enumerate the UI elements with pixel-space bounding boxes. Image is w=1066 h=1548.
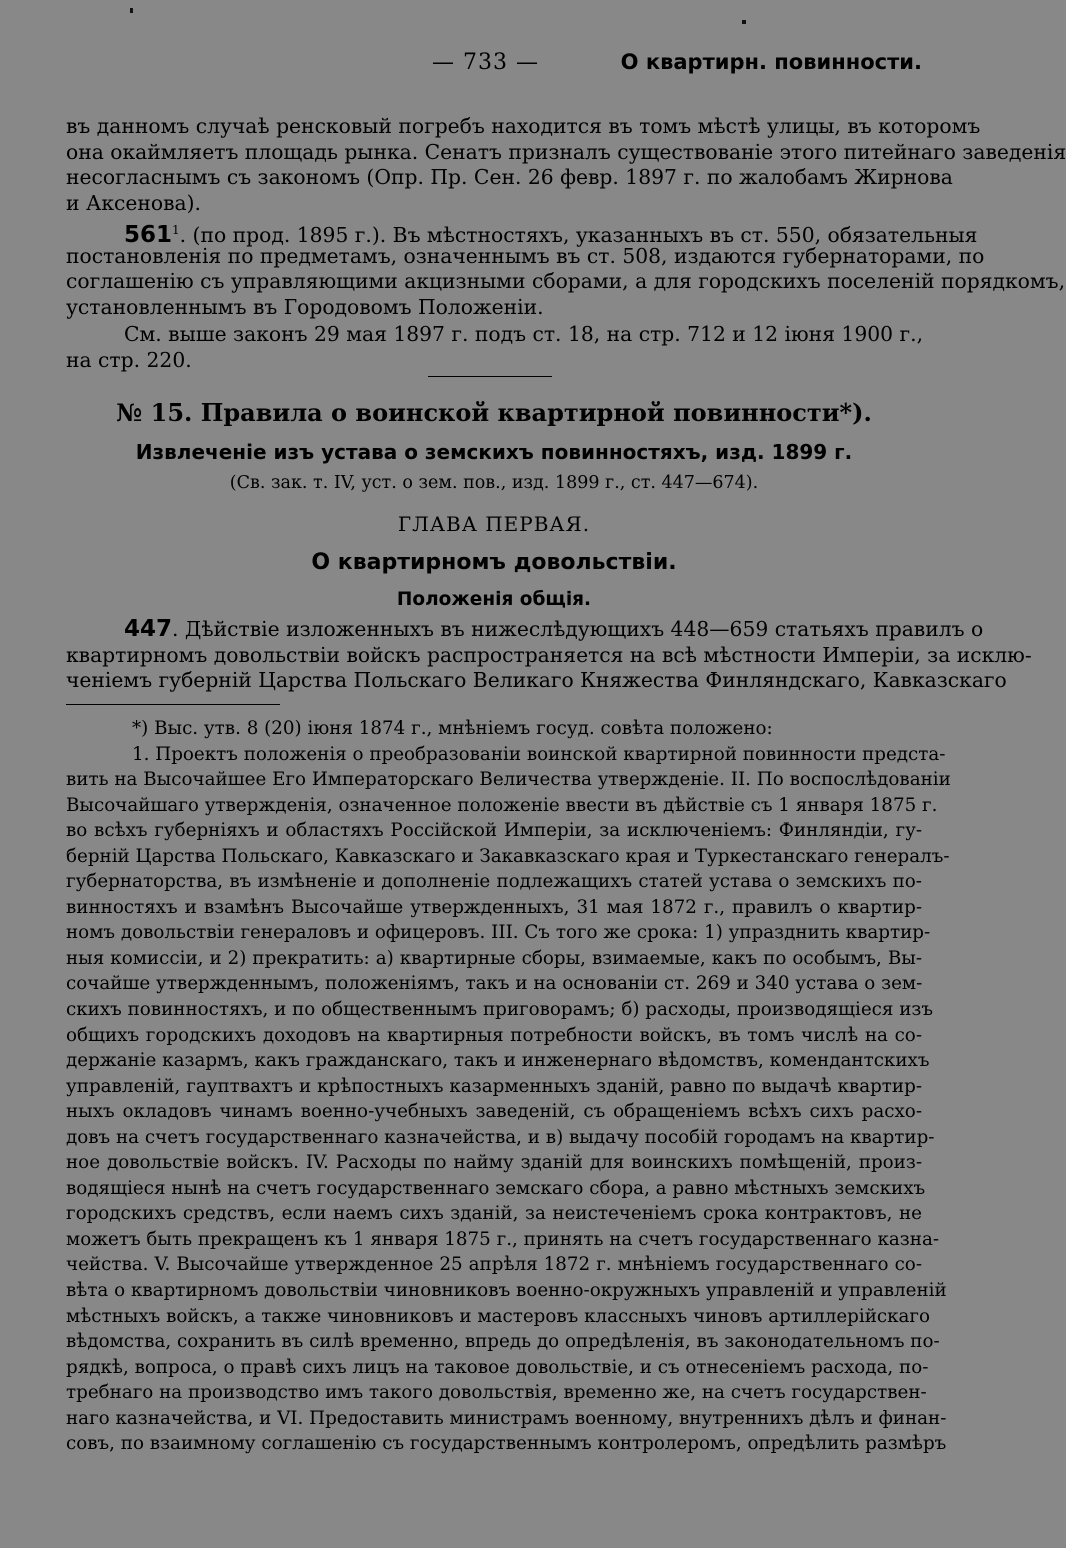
text-line: ченіемъ губерній Царства Польскаго Великаго Княжества Финляндскаго, Кавказскаго xyxy=(66,668,1007,693)
footnote-line: вить на Высочайшее Его Императорскаго Величества утвержденіе. II. По воспослѣдованіи xyxy=(66,769,951,791)
text-line: и Аксенова). xyxy=(66,190,201,215)
page-number: — 733 — xyxy=(432,50,539,75)
section-title: № 15. Правила о воинской квартирной повинности*). xyxy=(116,398,872,427)
scan-speck xyxy=(742,20,746,24)
article-447 xyxy=(66,616,1032,694)
separator-rule xyxy=(428,376,552,377)
chapter-heading: ГЛАВА ПЕРВАЯ. xyxy=(397,512,591,536)
text-line: на стр. 220. xyxy=(66,347,192,372)
text-line: въ данномъ случаѣ ренсковый погребъ находится въ томъ мѣстѣ улицы, въ которомъ xyxy=(66,114,981,138)
subsection-title: Положенія общія. xyxy=(396,589,592,610)
footnote-line: вѣта о квартирномъ довольствіи чиновниковъ военно-окружныхъ управленій и управленій xyxy=(66,1280,947,1302)
footnote-rule xyxy=(66,704,280,705)
text-line: установленнымъ въ Городовомъ Положеніи. xyxy=(66,294,544,319)
text-line: она окаймляетъ площадь рынка. Сенатъ призналъ существованіе этого питейнаго заведенія xyxy=(66,139,1066,164)
footnote-line: городскихъ средствъ, если наемъ сихъ зданій, за неистеченіемъ срока контрактовъ, не xyxy=(66,1203,922,1225)
article-first-line xyxy=(66,218,978,248)
see-above-note xyxy=(66,322,922,373)
footnote-line: управленій, гауптвахтъ и крѣпостныхъ казарменныхъ зданій, равно по выдачѣ квартир- xyxy=(66,1075,922,1097)
footnote-line: ныя комиссіи, и 2) прекратить: а) квартирные сборы, взимаемые, какъ по особымъ, Вы- xyxy=(66,947,922,969)
text-line: соглашенію съ управляющими акцизными сборами, а для городскихъ поселеній порядкомъ, xyxy=(66,269,1066,294)
footnote-line: довъ на счетъ государственнаго казначейства, и в) выдачу пособій городамъ на квартир- xyxy=(66,1126,935,1148)
article-text: . Дѣйствіе изложенныхъ въ нижеслѣдующихъ 448—659 статьяхъ правилъ о xyxy=(172,617,984,641)
top-paragraph xyxy=(66,114,1066,216)
footnote-line: Высочайшаго утвержденія, означенное положеніе ввести въ дѣйствіе съ 1 января 1875 г. xyxy=(66,794,938,816)
page-header xyxy=(0,50,1000,82)
footnote-intro: *) Выс. утв. 8 (20) іюня 1874 г., мнѣніемъ госуд. совѣта положено: xyxy=(132,718,773,739)
footnote-line: мѣстныхъ войскъ, а также чиновниковъ и мастеровъ классныхъ чиновъ артиллерійскаго xyxy=(66,1305,931,1327)
footnote-line: общихъ городскихъ доходовъ на квартирныя потребности войскъ, въ томъ числѣ на со- xyxy=(66,1024,922,1046)
footnote-line: держаніе казармъ, какъ гражданскаго, такъ и инженернаго вѣдомствъ, комендантскихъ xyxy=(66,1050,930,1072)
article-number: 561 xyxy=(124,221,173,248)
footnote-line: 1. Проектъ положенія о преобразованіи воинской квартирной повинности предста- xyxy=(132,743,946,765)
text-line: См. выше законъ 29 мая 1897 г. подъ ст. 18, на стр. 712 и 12 іюня 1900 г., xyxy=(124,322,924,346)
footnote-line: ное довольствіе войскъ. IV. Расходы по найму зданій для воинскихъ помѣщеній, произ- xyxy=(66,1152,922,1174)
footnote-line: наго казначейства, и VI. Предоставить министрамъ военному, внутреннихъ дѣлъ и финан- xyxy=(66,1407,947,1429)
section-reference: (Св. зак. т. IV, уст. о зем. пов., изд. 1899 г., ст. 447—674). xyxy=(229,473,759,493)
footnote xyxy=(66,716,951,1457)
article-first-line xyxy=(66,616,984,643)
article-superscript: 1 xyxy=(172,223,180,237)
section-subtitle: Извлеченіе изъ устава о земскихъ повинностяхъ, изд. 1899 г. xyxy=(135,440,853,464)
article-number: 447 xyxy=(124,616,173,642)
text-line: квартирномъ довольствіи войскъ распространяется на всѣ мѣстности Имперіи, за исклю- xyxy=(66,642,1032,667)
footnote-line: вѣдомства, сохранить въ силѣ временно, впредь до опредѣленія, въ законодательномъ по- xyxy=(66,1331,940,1353)
article-text: . (по прод. 1895 г.). Въ мѣстностяхъ, указанныхъ въ ст. 550, обязательныя xyxy=(179,222,978,247)
article-561 xyxy=(66,218,1066,320)
footnote-line: губернаторства, въ измѣненіе и дополненіе подлежащихъ статей устава о земскихъ по- xyxy=(66,871,922,893)
footnote-line: чейства. V. Высочайше утвержденное 25 апрѣля 1872 г. мнѣніемъ государственнаго со- xyxy=(66,1254,922,1276)
running-title: О квартирн. повинности. xyxy=(620,50,922,74)
footnote-line: водящіеся нынѣ на счетъ государственнаго земскаго сбора, а равно мѣстныхъ земскихъ xyxy=(66,1177,926,1199)
text-line: постановленія по предметамъ, означеннымъ въ ст. 508, издаются губернаторами, по xyxy=(66,243,985,268)
scan-speck xyxy=(130,8,133,13)
footnote-line: рядкѣ, вопроса, о правѣ сихъ лицъ на таковое довольствіе, и съ отнесеніемъ расхода, по- xyxy=(66,1356,929,1378)
text-line: несогласнымъ съ закономъ (Опр. Пр. Сен. 26 февр. 1897 г. по жалобамъ Жирнова xyxy=(66,165,953,190)
footnote-line: во всѣхъ губерніяхъ и областяхъ Россійской Имперіи, за исключеніемъ: Финляндіи, гу- xyxy=(66,820,922,842)
footnote-line: можетъ быть прекращенъ къ 1 января 1875 г., принять на счетъ государственнаго казна- xyxy=(66,1228,940,1250)
footnote-line: ныхъ окладовъ чинамъ военно-учебныхъ заведеній, съ обращеніемъ всѣхъ сихъ расхо- xyxy=(66,1101,922,1123)
footnote-line: берній Царства Польскаго, Кавказскаго и Закавказскаго края и Туркестанскаго генералъ- xyxy=(66,845,950,867)
footnote-line: винностяхъ и взамѣнъ Высочайше утвержденныхъ, 31 мая 1872 г., правилъ о квартир- xyxy=(66,896,922,918)
footnote-line: совъ, по взаимному соглашенію съ государственнымъ контролеромъ, опредѣлить размѣръ xyxy=(66,1433,947,1455)
footnote-line: сочайше утвержденнымъ, положеніямъ, такъ и на основаніи ст. 269 и 340 устава о зем- xyxy=(66,973,923,995)
chapter-title: О квартирномъ довольствіи. xyxy=(311,550,677,575)
footnote-line: скихъ повинностяхъ, и по общественнымъ приговорамъ; б) расходы, производящіеся изъ xyxy=(66,999,934,1021)
footnote-line: требнаго на производство имъ такого довольствія, временно же, на счетъ государствен- xyxy=(66,1382,927,1404)
footnote-line: номъ довольствіи генераловъ и офицеровъ. III. Съ того же срока: 1) упразднить квартир- xyxy=(66,922,931,944)
